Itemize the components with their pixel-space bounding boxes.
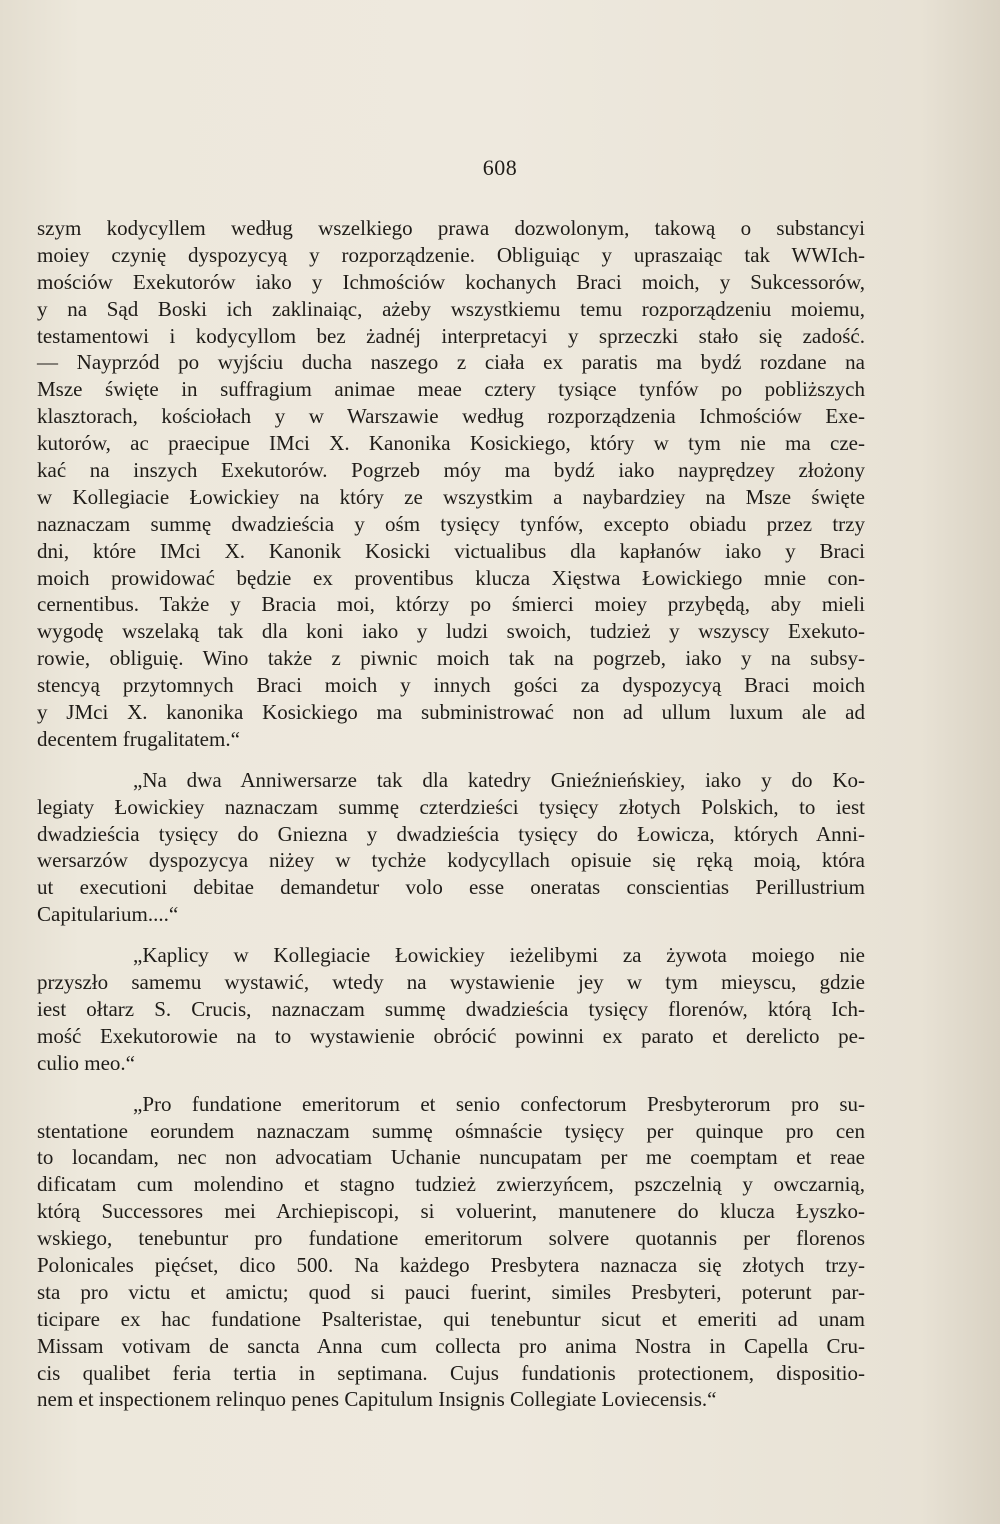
page-number: 608: [482, 155, 518, 180]
body-text: [37, 215, 865, 1413]
text-line: stencyą przytomnych Braci moich y innych gości za dyspozycyą Braci moich: [37, 673, 865, 698]
text-line: y JMci X. kanonika Kosickiego ma subministrować non ad ullum luxum ale ad: [37, 700, 865, 725]
text-line: mościów Exekutorów iako y Ichmościów kochanych Braci moich, y Sukcessorów,: [37, 269, 865, 294]
paragraph-3: [37, 942, 865, 1076]
text-line: naznaczam summę dwadzieścia y ośm tysięcy tynfów, excepto obiadu przez trzy: [37, 511, 865, 536]
text-line: — Nayprzód po wyjściu ducha naszego z ciała ex paratis ma bydź rozdane na: [37, 350, 865, 375]
text-line: szym kodycyllem według wszelkiego prawa dozwolonym, takową o substancyi: [37, 216, 865, 240]
text-line: cernentibus. Także y Bracia moi, którzy po śmierci moiey przybędą, aby mieli: [37, 592, 865, 617]
text-line: moiey czynię dyspozycyą y rozporządzenie. Obliguiąc y upraszaiąc tak WWIch-: [37, 242, 865, 267]
text-line: moich prowidować będzie ex proventibus klucza Xięstwa Łowickiego mnie con-: [37, 565, 865, 590]
text-line: legiaty Łowickiey naznaczam summę czterdzieści tysięcy złotych Polskich, to iest: [37, 794, 865, 819]
text-line: Polonicales pięćset, dico 500. Na każdego Presbytera naznacza się złotych trzy-: [37, 1252, 865, 1277]
text-line: wygodę wszelaką tak dla koni iako y ludzi swoich, tudzież y wszyscy Exekuto-: [37, 619, 865, 644]
text-line: klasztorach, kościołach y w Warszawie według rozporządzenia Ichmościów Exe-: [37, 404, 865, 429]
paragraph-4: [37, 1091, 865, 1414]
text-line: dificatam cum molendino et stagno tudzież zwierzyńcem, pszczelnią y owczarnią,: [37, 1172, 865, 1197]
text-line: wskiego, tenebuntur pro fundatione emeritorum solvere quotannis per florenos: [37, 1226, 865, 1251]
text-line: decentem frugalitatem.“: [37, 726, 240, 751]
text-line: Capitularium....“: [37, 902, 179, 927]
text-line: stentatione eorundem naznaczam summę ośmnaście tysięcy per quinque pro cen: [37, 1118, 865, 1143]
text-line: culio meo.“: [37, 1050, 135, 1075]
text-line: mość Exekutorowie na to wystawienie obrócić powinni ex parato et derelicto pe-: [37, 1023, 865, 1048]
text-line: wersarzów dyspozycya niżey w tychże kodycyllach opisuie się ręką moią, która: [37, 848, 865, 873]
text-line: „Na dwa Anniwersarze tak dla katedry Gnieźnieńskiey, iako y do Ko-: [133, 767, 865, 792]
text-line: y na Sąd Boski ich zaklinaiąc, ażeby wszystkiemu temu rozporządzeniu moiemu,: [37, 296, 865, 321]
text-line: to locandam, nec non advocatiam Uchanie nuncupatam per me coemptam et reae: [37, 1145, 865, 1170]
text-line: Missam votivam de sancta Anna cum collecta pro anima Nostra in Capella Cru-: [37, 1333, 865, 1358]
text-line: iest ołtarz S. Crucis, naznaczam summę dwadzieścia tysięcy florenów, którą Ich-: [37, 996, 865, 1021]
text-line: ticipare ex hac fundatione Psalteristae, qui tenebuntur sicut et emeriti ad unam: [37, 1306, 865, 1331]
text-line: cis qualibet feria tertia in septimana. Cujus fundationis protectionem, dispositio-: [37, 1360, 865, 1385]
text-line: kać na inszych Exekutorów. Pogrzeb móy ma bydź iako nayprędzey złożony: [37, 458, 865, 483]
text-line: nem et inspectionem relinquo penes Capitulum Insignis Collegiate Loviecensis.“: [37, 1387, 717, 1412]
text-line: dni, które IMci X. Kanonik Kosicki victualibus dla kapłanów iako y Braci: [37, 538, 865, 563]
paragraph-2: [37, 767, 865, 928]
text-line: rowie, obliguię. Wino także z piwnic moich tak na pogrzeb, iako y na subsy-: [37, 646, 865, 671]
paragraph-1: [37, 215, 865, 753]
text-line: „Kaplicy w Kollegiacie Łowickiey ieżelibymi za żywota moiego nie: [133, 943, 865, 968]
text-line: przyszło samemu wystawić, wtedy na wystawienie jey w tym mieyscu, gdzie: [37, 970, 865, 995]
text-line: ut executioni debitae demandetur volo esse oneratas conscientias Perillustrium: [37, 875, 865, 900]
text-line: sta pro victu et amictu; quod si pauci fuerint, similes Presbyteri, poterunt par-: [37, 1279, 865, 1304]
text-line: testamentowi i kodycyllom bez żadnéj interpretacyi y sprzeczki stało się zadość.: [37, 323, 865, 348]
text-line: „Pro fundatione emeritorum et senio confectorum Presbyterorum pro su-: [133, 1091, 865, 1116]
text-line: dwadzieścia tysięcy do Gniezna y dwadzieścia tysięcy do Łowicza, których Anni-: [37, 821, 865, 846]
text-line: kutorów, ac praecipue IMci X. Kanonika Kosickiego, który w tym nie ma cze-: [37, 431, 865, 456]
text-line: w Kollegiacie Łowickiey na który ze wszystkim a naybardziey na Msze święte: [37, 484, 865, 509]
text-line: którą Successores mei Archiepiscopi, si voluerint, manutenere do klucza Łyszko-: [37, 1199, 865, 1224]
text-line: Msze święte in suffragium animae meae cztery tysiące tynfów po pobliższych: [37, 377, 865, 402]
